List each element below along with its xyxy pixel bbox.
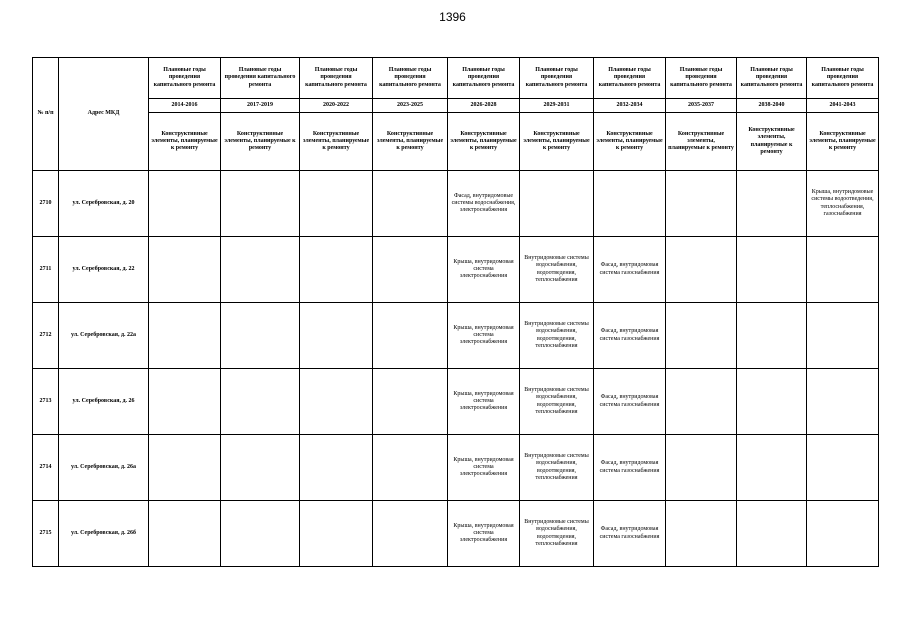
period-years: 2026-2028 — [448, 99, 520, 113]
period-elements-header: Конструктивные элементы, планируемые к ремонту — [300, 113, 373, 171]
period-elements-header: Конструктивные элементы, планируемые к ремонту — [807, 113, 879, 171]
repair-cell — [149, 237, 221, 303]
repair-cell — [221, 435, 300, 501]
row-address: ул. Серебровская, д. 22а — [59, 303, 149, 369]
repair-cell — [300, 237, 373, 303]
period-elements-header: Конструктивные элементы, планируемые к ремонту — [520, 113, 594, 171]
repair-cell — [737, 171, 807, 237]
period-elements-header: Конструктивные элементы, планируемые к ремонту — [221, 113, 300, 171]
repair-cell — [300, 171, 373, 237]
period-header: Плановые годы проведения капитального ремонта — [373, 58, 448, 99]
repair-cell — [666, 369, 737, 435]
repair-cell: Фасад, внутридомовая система газоснабжения — [594, 435, 666, 501]
repair-cell — [594, 171, 666, 237]
repair-cell: Крыша, внутридомовая система электроснабжения — [448, 369, 520, 435]
repair-cell — [666, 303, 737, 369]
repair-cell — [666, 435, 737, 501]
repair-cell — [666, 501, 737, 567]
table-row — [33, 501, 879, 567]
repair-cell — [149, 435, 221, 501]
repair-cell: Крыша, внутридомовая система электроснабжения — [448, 237, 520, 303]
table-row — [33, 369, 879, 435]
repair-cell: Крыша, внутридомовая система электроснабжения — [448, 303, 520, 369]
repair-cell — [149, 303, 221, 369]
period-years: 2032-2034 — [594, 99, 666, 113]
period-years: 2014-2016 — [149, 99, 221, 113]
row-number: 2715 — [33, 501, 59, 567]
repair-cell — [520, 171, 594, 237]
repair-cell: Крыша, внутридомовые системы водоотведения, теплоснабжения, газоснабжения — [807, 171, 879, 237]
repair-cell: Внутридомовые системы водоснабжения, водоотведения, теплоснабжения — [520, 369, 594, 435]
row-address: ул. Серебровская, д. 22 — [59, 237, 149, 303]
repair-cell — [807, 501, 879, 567]
period-header: Плановые годы проведения капитального ремонта — [149, 58, 221, 99]
repair-cell — [737, 369, 807, 435]
repair-cell — [737, 303, 807, 369]
repair-cell: Внутридомовые системы водоснабжения, водоотведения, теплоснабжения — [520, 501, 594, 567]
repair-cell — [373, 369, 448, 435]
repair-cell — [149, 369, 221, 435]
repair-cell — [807, 237, 879, 303]
period-header: Плановые годы проведения капитального ремонта — [448, 58, 520, 99]
repair-cell — [300, 435, 373, 501]
table-row — [33, 303, 879, 369]
row-number: 2710 — [33, 171, 59, 237]
repair-cell — [807, 369, 879, 435]
row-address: ул. Серебровская, д. 26а — [59, 435, 149, 501]
row-number: 2711 — [33, 237, 59, 303]
repair-cell — [373, 501, 448, 567]
repair-cell — [737, 237, 807, 303]
row-number: 2713 — [33, 369, 59, 435]
repair-cell — [666, 171, 737, 237]
period-years: 2020-2022 — [300, 99, 373, 113]
row-address: ул. Серебровская, д. 26б — [59, 501, 149, 567]
period-elements-header: Конструктивные элементы, планируемые к ремонту — [666, 113, 737, 171]
period-header: Плановые годы проведения капитального ремонта — [300, 58, 373, 99]
repair-cell — [737, 435, 807, 501]
repair-cell: Внутридомовые системы водоснабжения, водоотведения, теплоснабжения — [520, 303, 594, 369]
repair-cell — [149, 501, 221, 567]
repair-cell — [300, 303, 373, 369]
row-number: 2712 — [33, 303, 59, 369]
repair-cell — [373, 303, 448, 369]
col-num-header: № п/п — [33, 58, 59, 171]
repair-cell — [373, 171, 448, 237]
page-number: 1396 — [439, 10, 466, 24]
period-elements-header: Конструктивные элементы, планируемые к ремонту — [737, 113, 807, 171]
repair-cell: Фасад, внутридомовая система газоснабжения — [594, 369, 666, 435]
period-elements-header: Конструктивные элементы, планируемые к ремонту — [373, 113, 448, 171]
period-header: Плановые годы проведения капитального ремонта — [594, 58, 666, 99]
repair-cell: Крыша, внутридомовая система электроснабжения — [448, 435, 520, 501]
repair-cell — [666, 237, 737, 303]
repair-cell: Фасад, внутридомовая система газоснабжения — [594, 303, 666, 369]
period-years: 2038-2040 — [737, 99, 807, 113]
repair-cell: Фасад, внутридомовые системы водоснабжения, электроснабжения — [448, 171, 520, 237]
period-elements-header: Конструктивные элементы, планируемые к ремонту — [149, 113, 221, 171]
repair-cell — [221, 303, 300, 369]
repair-cell — [300, 501, 373, 567]
table-row — [33, 171, 879, 237]
period-years: 2023-2025 — [373, 99, 448, 113]
row-number: 2714 — [33, 435, 59, 501]
repair-cell: Внутридомовые системы водоснабжения, водоотведения, теплоснабжения — [520, 237, 594, 303]
period-header: Плановые годы проведения капитального ремонта — [520, 58, 594, 99]
repair-cell: Фасад, внутридомовая система газоснабжения — [594, 237, 666, 303]
period-header: Плановые годы проведения капитального ремонта — [221, 58, 300, 99]
period-header: Плановые годы проведения капитального ремонта — [807, 58, 879, 99]
repair-cell — [807, 435, 879, 501]
capital-repair-table — [32, 57, 879, 567]
repair-cell — [221, 237, 300, 303]
repair-cell — [373, 237, 448, 303]
repair-cell — [221, 501, 300, 567]
repair-cell: Фасад, внутридомовая система газоснабжения — [594, 501, 666, 567]
period-header: Плановые годы проведения капитального ремонта — [666, 58, 737, 99]
period-elements-header: Конструктивные элементы, планируемые к ремонту — [448, 113, 520, 171]
period-years: 2035-2037 — [666, 99, 737, 113]
row-address: ул. Серебровская, д. 26 — [59, 369, 149, 435]
repair-cell — [149, 171, 221, 237]
repair-cell: Крыша, внутридомовая система электроснабжения — [448, 501, 520, 567]
table-row — [33, 237, 879, 303]
col-address-header: Адрес МКД — [59, 58, 149, 171]
repair-cell — [373, 435, 448, 501]
repair-cell — [807, 303, 879, 369]
period-elements-header: Конструктивные элементы, планируемые к ремонту — [594, 113, 666, 171]
repair-cell — [737, 501, 807, 567]
repair-cell — [221, 369, 300, 435]
repair-cell — [300, 369, 373, 435]
table-row — [33, 435, 879, 501]
row-address: ул. Серебровская, д. 20 — [59, 171, 149, 237]
period-years: 2029-2031 — [520, 99, 594, 113]
repair-cell: Внутридомовые системы водоснабжения, водоотведения, теплоснабжения — [520, 435, 594, 501]
repair-cell — [221, 171, 300, 237]
period-header: Плановые годы проведения капитального ремонта — [737, 58, 807, 99]
period-years: 2041-2043 — [807, 99, 879, 113]
period-years: 2017-2019 — [221, 99, 300, 113]
